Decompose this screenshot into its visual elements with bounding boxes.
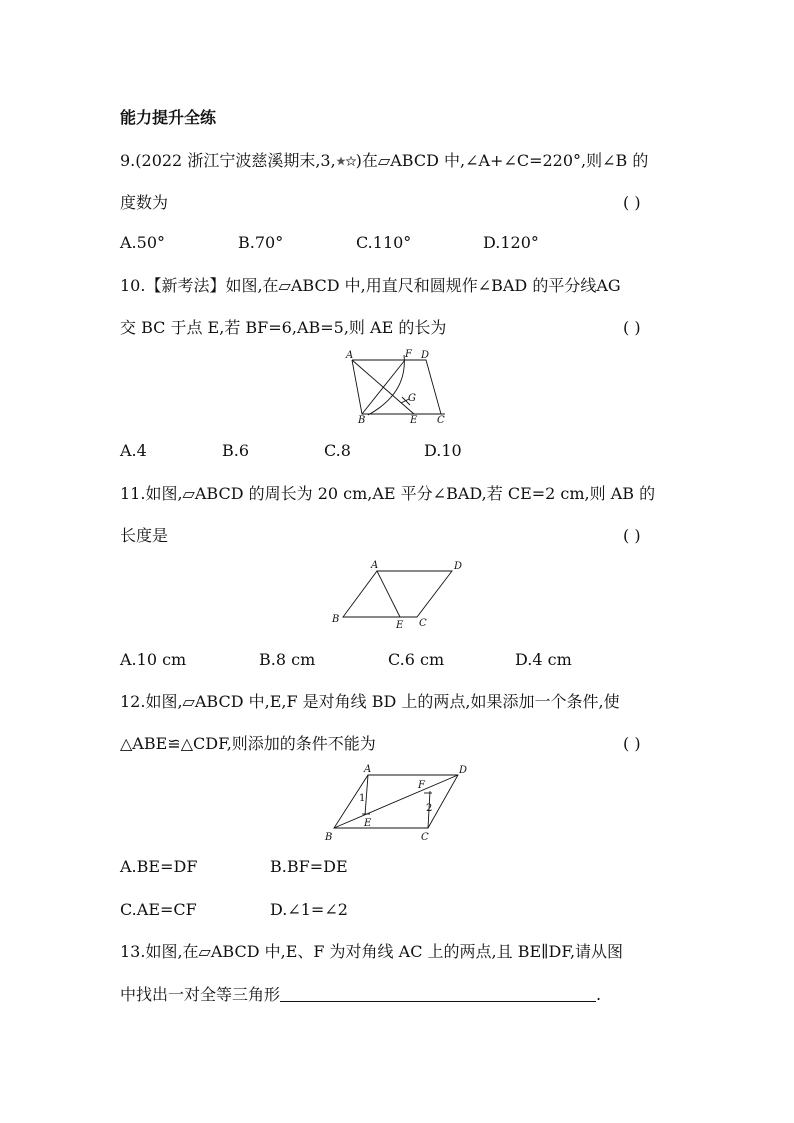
q10-option-d: D.10 — [424, 441, 462, 460]
q10-line2: 交 BC 于点 E,若 BF=6,AB=5,则 AE 的长为 — [120, 318, 447, 337]
q12-label-e: E — [364, 818, 372, 829]
q10-label-d: D — [421, 350, 430, 361]
q12-option-a: A.BE=DF — [120, 857, 198, 876]
q12-label-c: C — [421, 832, 429, 843]
q10-answer-paren: ( ) — [623, 318, 641, 337]
q9-option-d: D.120° — [483, 233, 539, 252]
q10-line1: 10.【新考法】如图,在▱ABCD 中,用直尺和圆规作∠BAD 的平分线AG — [120, 276, 621, 295]
q9-line2: 度数为 — [120, 193, 169, 212]
q12-label-2: 2 — [426, 803, 433, 814]
q11-figure — [326, 558, 470, 630]
q10-label-e: E — [410, 415, 418, 426]
q12-line2: △ABE≌△CDF,则添加的条件不能为 — [120, 734, 376, 753]
q11-option-c: C.6 cm — [388, 650, 445, 669]
q11-option-a: A.10 cm — [120, 650, 187, 669]
q11-answer-paren: ( ) — [623, 526, 641, 545]
star-filled-icon — [336, 156, 346, 166]
q13-answer-blank[interactable] — [280, 985, 596, 1002]
q12-figure — [320, 760, 472, 846]
q11-line1: 11.如图,▱ABCD 的周长为 20 cm,AE 平分∠BAD,若 CE=2 cm,则 AB 的 — [120, 484, 656, 503]
q12-label-b: B — [325, 832, 333, 843]
q12-option-d: D.∠1=∠2 — [270, 900, 348, 919]
q11-option-d: D.4 cm — [515, 650, 572, 669]
q10-figure — [338, 345, 456, 427]
q12-answer-paren: ( ) — [623, 734, 641, 753]
q10-label-c: C — [437, 415, 445, 426]
q12-label-d: D — [459, 765, 468, 776]
q12-option-c: C.AE=CF — [120, 900, 197, 919]
q9-option-a: A.50° — [120, 233, 165, 252]
q13-stem: 中找出一对全等三角形 — [120, 985, 281, 1004]
q12-line1: 12.如图,▱ABCD 中,E,F 是对角线 BD 上的两点,如果添加一个条件,使 — [120, 692, 620, 711]
q11-label-c: C — [419, 618, 427, 629]
q13-line2 — [120, 985, 601, 1005]
q9-option-c: C.110° — [356, 233, 412, 252]
q9-answer-paren: ( ) — [623, 193, 641, 212]
star-outline-icon — [346, 156, 356, 166]
q10-label-a: A — [346, 350, 354, 361]
q9-stem: )在▱ABCD 中,∠A+∠C=220°,则∠B 的 — [355, 151, 649, 170]
q11-label-a: A — [371, 560, 379, 571]
q11-label-e: E — [396, 620, 404, 630]
q10-option-b: B.6 — [222, 441, 250, 460]
q13-period: . — [596, 985, 602, 1004]
q9-line1 — [120, 151, 648, 171]
q10-label-g: G — [408, 393, 416, 404]
q10-option-c: C.8 — [324, 441, 351, 460]
q9-option-b: B.70° — [238, 233, 284, 252]
q11-label-d: D — [454, 561, 463, 572]
q12-label-f: F — [418, 780, 425, 791]
section-title: 能力提升全练 — [120, 108, 217, 127]
q12-label-a: A — [364, 764, 372, 775]
q11-option-b: B.8 cm — [259, 650, 316, 669]
q12-label-1: 1 — [359, 793, 366, 804]
q11-label-b: B — [332, 614, 340, 625]
q12-option-b: B.BF=DE — [270, 857, 348, 876]
q10-label-f: F — [405, 349, 412, 360]
q10-label-b: B — [358, 415, 366, 426]
q9-source: 9.(2022 浙江宁波慈溪期末,3, — [120, 151, 336, 170]
q11-line2: 长度是 — [120, 526, 169, 545]
q10-option-a: A.4 — [120, 441, 147, 460]
q13-line1: 13.如图,在▱ABCD 中,E、F 为对角线 AC 上的两点,且 BE∥DF,请从图 — [120, 942, 624, 961]
